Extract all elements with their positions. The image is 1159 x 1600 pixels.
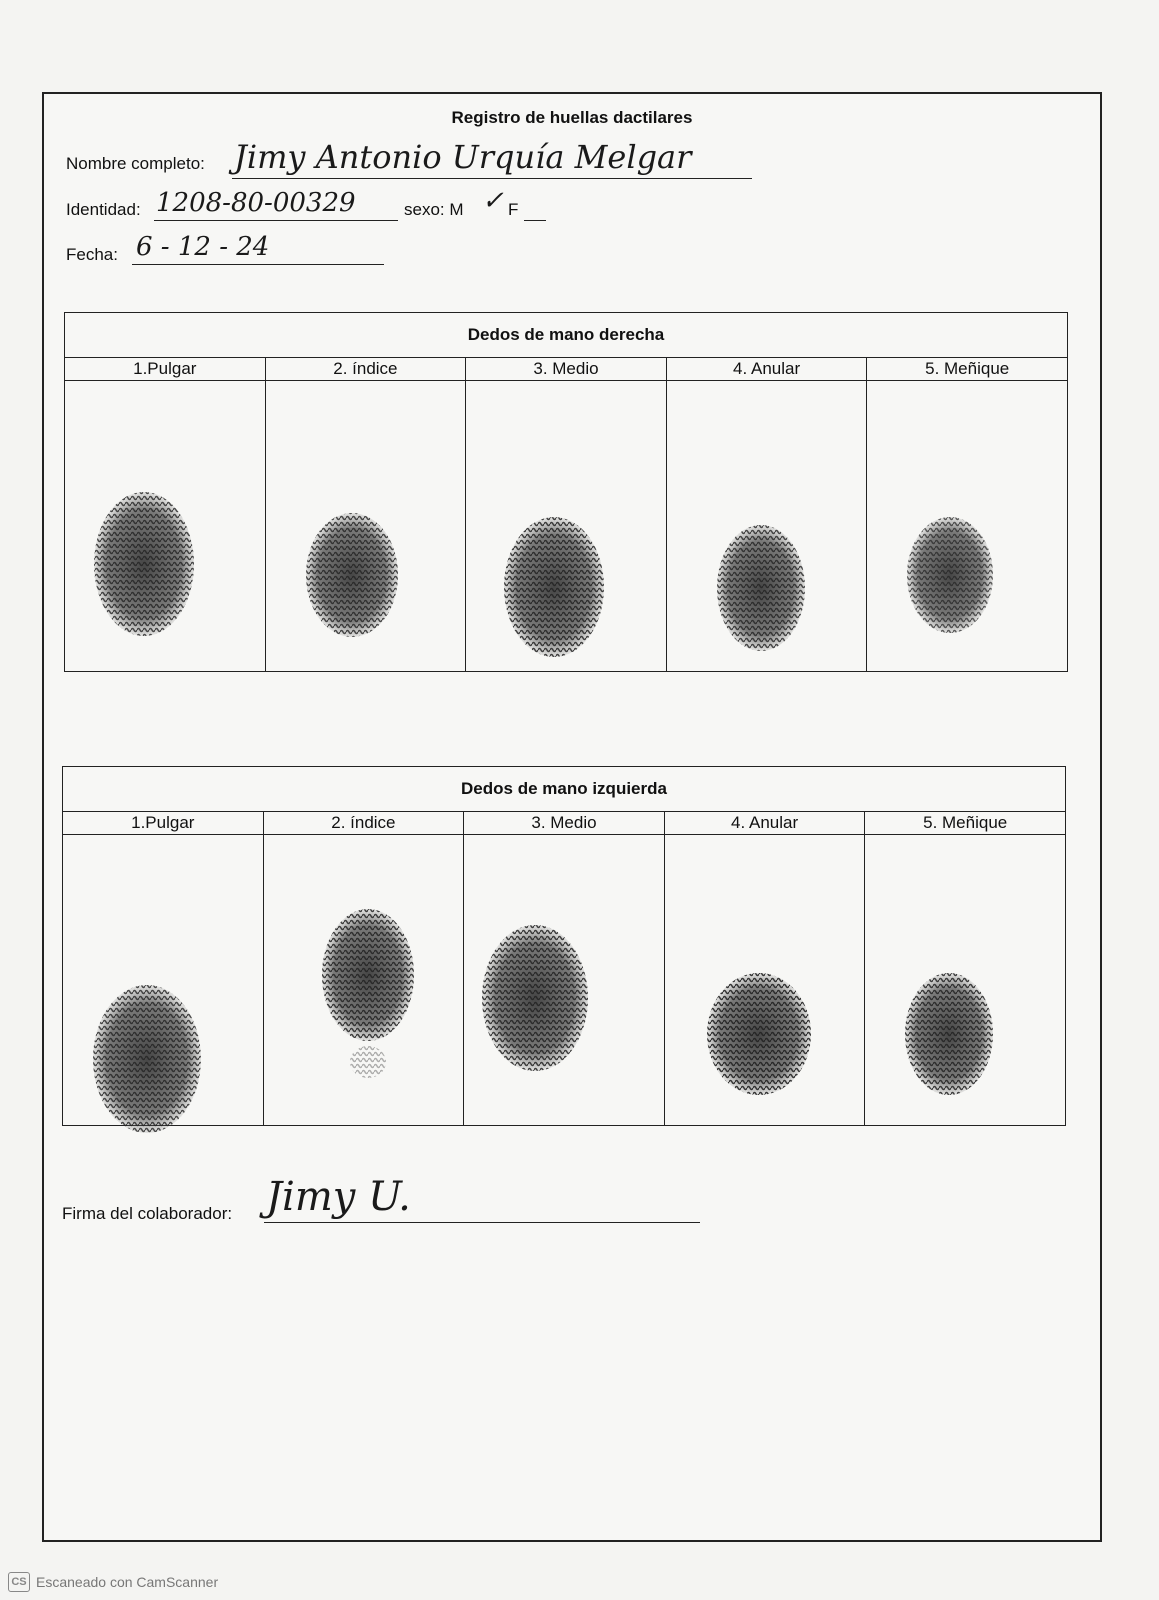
left-hand-table xyxy=(62,766,1066,1126)
date-underline xyxy=(132,264,384,265)
name-value: Jimy Antonio Urquía Melgar xyxy=(234,138,692,176)
date-value: 6 - 12 - 24 xyxy=(136,232,270,262)
fingerprint-image xyxy=(320,907,416,1085)
right-index-label: 2. índice xyxy=(265,358,466,381)
left-ring-print-cell xyxy=(664,835,865,1126)
sex-label: sexo: M xyxy=(404,200,464,219)
left-middle-print-cell xyxy=(464,835,665,1126)
signature-label: Firma del colaborador: xyxy=(62,1204,233,1223)
left-pinky-print-cell xyxy=(865,835,1066,1126)
sex-f-underline xyxy=(524,220,546,221)
right-pinky-print-cell xyxy=(867,381,1068,672)
left-thumb-label: 1.Pulgar xyxy=(63,812,264,835)
right-ring-print-cell xyxy=(666,381,867,672)
name-label: Nombre completo: xyxy=(66,154,205,173)
right-thumb-print-cell xyxy=(65,381,266,672)
signature-underline xyxy=(264,1222,700,1223)
left-thumb-print-cell xyxy=(63,835,264,1126)
sex-f-label: F xyxy=(508,200,519,219)
fingerprint-image xyxy=(89,489,199,639)
left-index-label: 2. índice xyxy=(263,812,464,835)
id-value: 1208-80-00329 xyxy=(156,188,356,218)
right-middle-print-cell xyxy=(466,381,667,672)
fingerprint-form-sheet xyxy=(42,92,1102,1542)
fingerprint-image xyxy=(480,923,590,1073)
left-middle-label: 3. Medio xyxy=(464,812,665,835)
right-thumb-label: 1.Pulgar xyxy=(65,358,266,381)
id-underline xyxy=(154,220,398,221)
fingerprint-image xyxy=(91,983,203,1135)
right-hand-title: Dedos de mano derecha xyxy=(65,313,1068,358)
camscanner-logo-icon: CS xyxy=(8,1572,30,1592)
right-pinky-label: 5. Meñique xyxy=(867,358,1068,381)
fingerprint-image xyxy=(903,971,995,1097)
date-label: Fecha: xyxy=(66,245,118,264)
fingerprint-image xyxy=(502,515,606,659)
left-ring-label: 4. Anular xyxy=(664,812,865,835)
left-hand-title: Dedos de mano izquierda xyxy=(63,767,1066,812)
fingerprint-image xyxy=(705,971,813,1097)
signature-value: Jimy U. xyxy=(266,1174,411,1220)
camscanner-text: Escaneado con CamScanner xyxy=(36,1574,219,1590)
fingerprint-image xyxy=(304,509,400,641)
right-index-print-cell xyxy=(265,381,466,672)
right-middle-label: 3. Medio xyxy=(466,358,667,381)
left-pinky-label: 5. Meñique xyxy=(865,812,1066,835)
left-index-print-cell xyxy=(263,835,464,1126)
form-title: Registro de huellas dactilares xyxy=(451,108,693,127)
sex-m-check: ✓ xyxy=(482,186,504,216)
camscanner-footer xyxy=(8,1572,218,1592)
right-ring-label: 4. Anular xyxy=(666,358,867,381)
fingerprint-image xyxy=(715,523,807,653)
fingerprint-image xyxy=(905,515,995,635)
name-underline xyxy=(232,178,752,179)
right-hand-table xyxy=(64,312,1068,672)
id-label: Identidad: xyxy=(66,200,141,219)
